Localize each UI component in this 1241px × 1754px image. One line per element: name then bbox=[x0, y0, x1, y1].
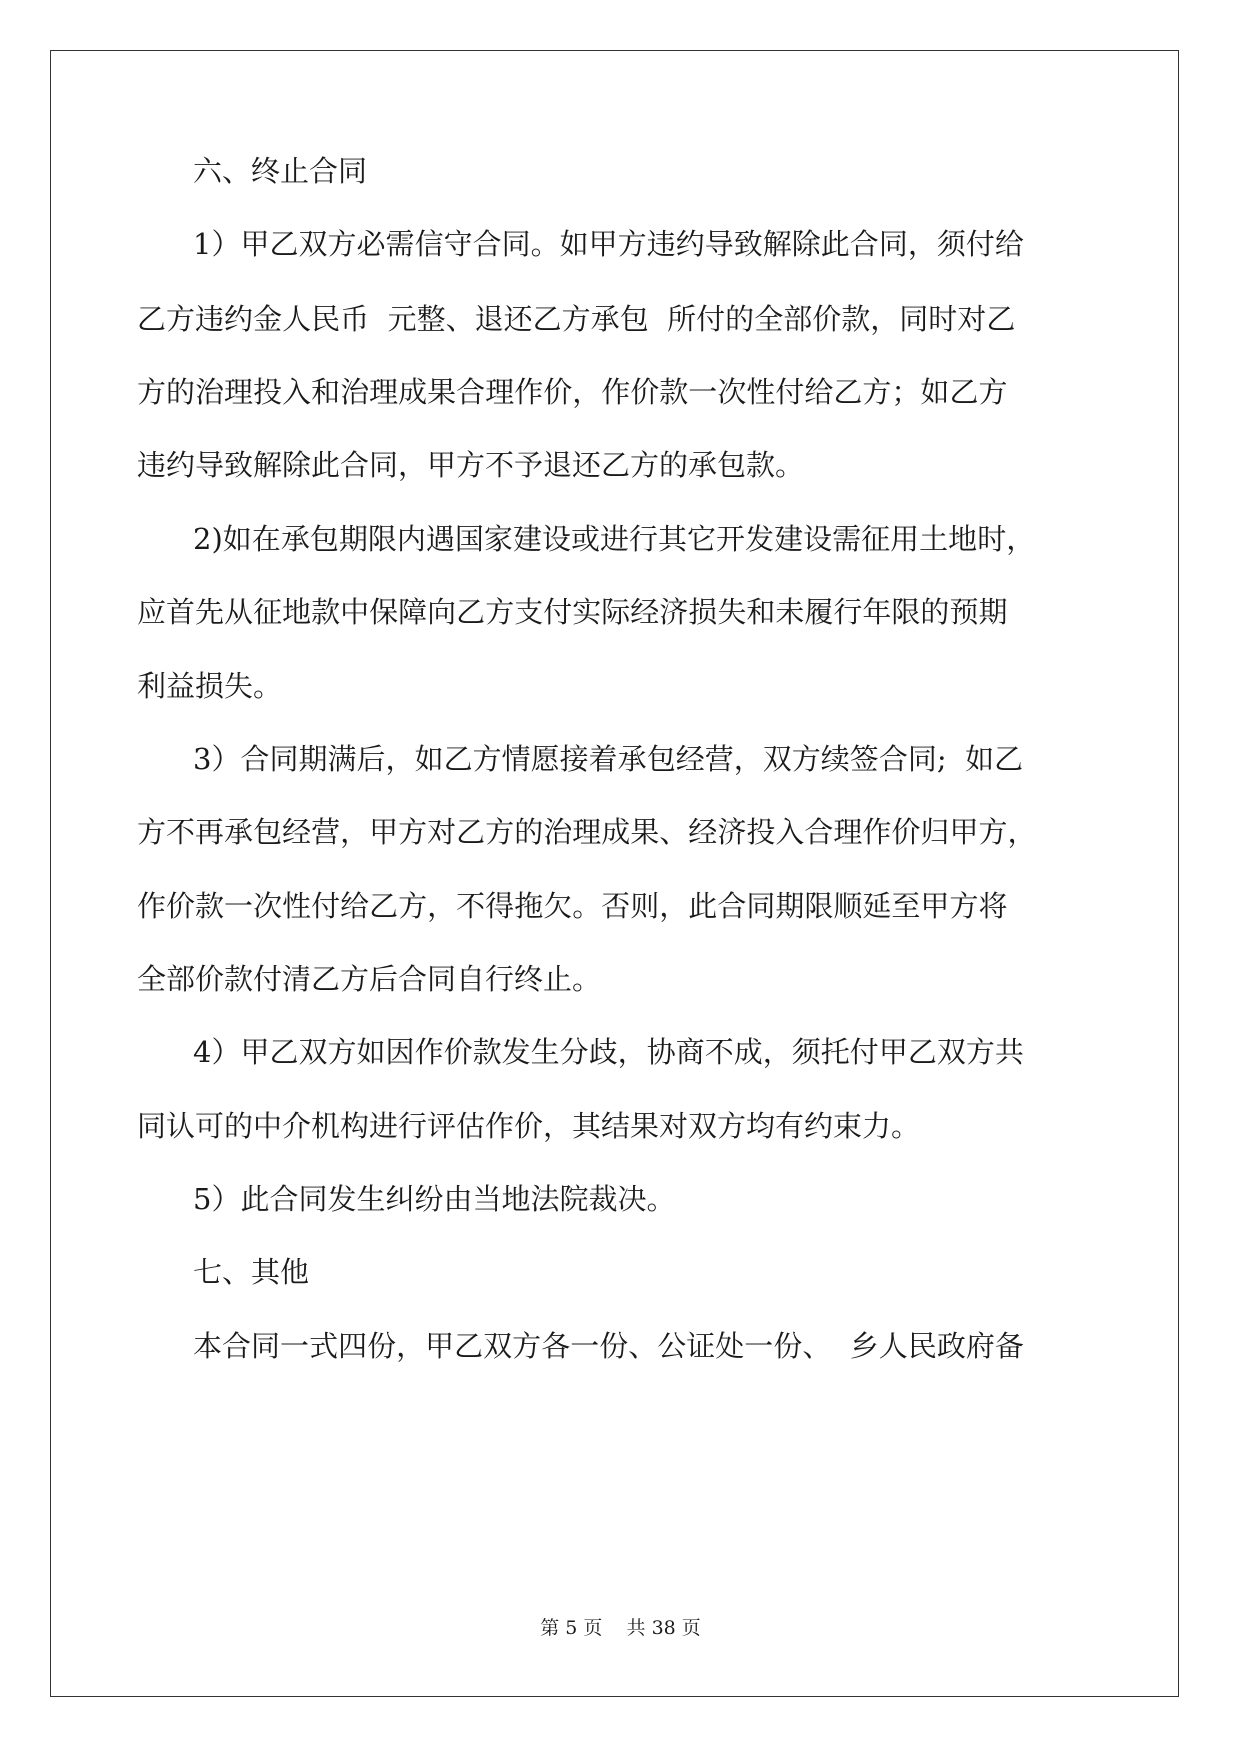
paragraph-line: 乙 方 违 约 金 人 民 币 元 整 、 退 还 乙 方 承 包 所 付 的 全 部 价 款 ， 同 时 对 乙 bbox=[137, 302, 1016, 336]
paragraph-line: 本 合 同 一 式 四 份 ， 甲 乙 双 方 各 一 份 、 公 证 处 一 份 、 乡 人 民 政 府 备 bbox=[193, 1329, 1024, 1363]
page-border bbox=[50, 50, 1179, 1697]
paragraph-line: 应 首 先 从 征 地 款 中 保 障 向 乙 方 支 付 实 际 经 济 损 失 和 未 履 行 年 限 的 预 期 bbox=[137, 595, 1008, 629]
paragraph-line: 方 不 再 承 包 经 营 ， 甲 方 对 乙 方 的 治 理 成 果 、 经 济 投 入 合 理 作 价 归 甲 方 ， bbox=[137, 815, 1037, 849]
paragraph-line: 4 ） 甲 乙 双 方 如 因 作 价 款 发 生 分 歧 ， 协 商 不 成 ， 须 托 付 甲 乙 双 方 共 bbox=[193, 1035, 1024, 1069]
section-heading-termination: 六、终止合同 bbox=[193, 154, 368, 188]
paragraph-line: 作 价 款 一 次 性 付 给 乙 方 ， 不 得 拖 欠 。 否 则 ， 此 合 同 期 限 顺 延 至 甲 方 将 bbox=[137, 889, 1008, 923]
paragraph-line: 方 的 治 理 投 入 和 治 理 成 果 合 理 作 价 ， 作 价 款 一 次 性 付 给 乙 方 ； 如 乙 方 bbox=[137, 375, 1008, 409]
paragraph-line: 3 ） 合 同 期 满 后 ， 如 乙 方 情 愿 接 着 承 包 经 营 ， 双 方 续 签 合 同 ; 如 乙 bbox=[193, 742, 1024, 776]
paragraph-line: 5）此合同发生纠纷由当地法院裁决。 bbox=[193, 1182, 676, 1216]
paragraph-line: 全部价款付清乙方后合同自行终止。 bbox=[137, 962, 602, 996]
paragraph-line: 利益损失。 bbox=[137, 669, 283, 703]
section-heading-other: 七、其他 bbox=[193, 1255, 310, 1289]
page-number: 第 5 页 共 38 页 bbox=[540, 1617, 701, 1639]
paragraph-line: 1 ） 甲 乙 双 方 必 需 信 守 合 同 。 如 甲 方 违 约 导 致 解 除 此 合 同 ， 须 付 给 bbox=[193, 227, 1024, 261]
paragraph-line: 违约导致解除此合同，甲方不予退还乙方的承包款。 bbox=[137, 448, 805, 482]
paragraph-line: 同认可的中介机构进行评估作价，其结果对双方均有约束力。 bbox=[137, 1109, 921, 1143]
paragraph-line: 2 ) 如 在 承 包 期 限 内 遇 国 家 建 设 或 进 行 其 它 开 发 建 设 需 征 用 土 地 时 ， bbox=[193, 522, 1036, 556]
